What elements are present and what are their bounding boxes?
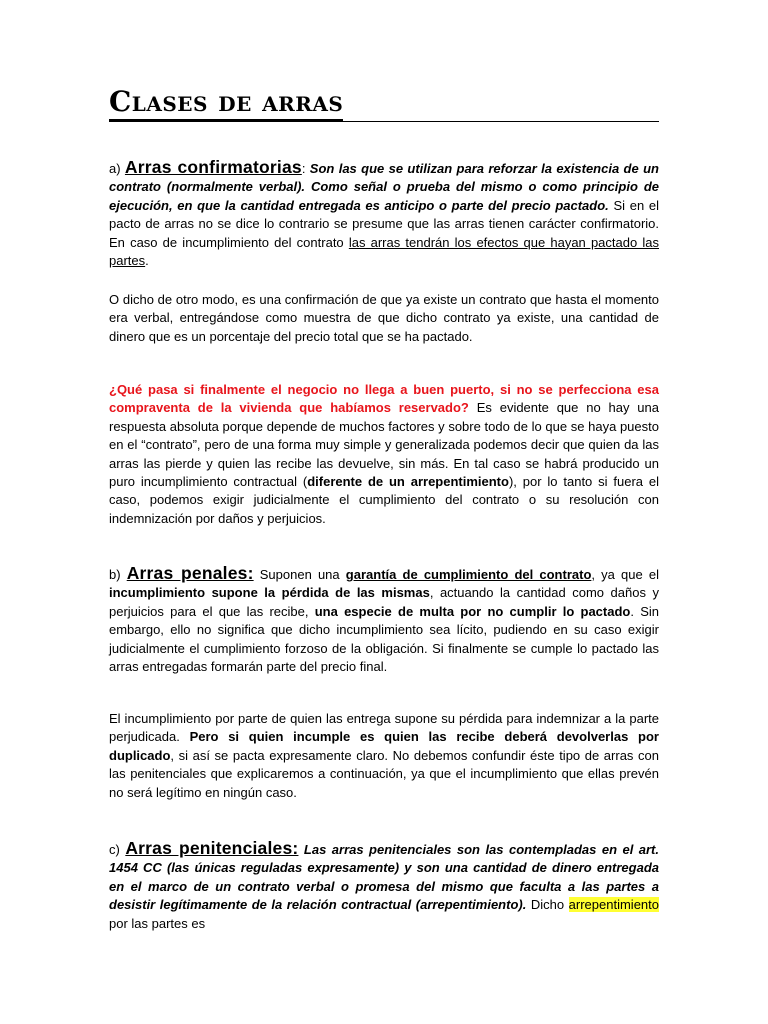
section-a-colon: : [301,161,306,176]
incumplimiento-text-2: , si así se pacta expresamente claro. No debemos confundir éste tipo de arras con las penitenciales que explicaremos a continuación, ya que el incumplimiento que ellas prevén no será legítimo en ningún caso. [109,747,659,800]
question-answer-bold: diferente de un arrepentimiento [307,474,509,490]
section-c-definition: Las arras penitenciales son las contempladas en el art. 1454 CC (las únicas reguladas expresamente) y son una cantidad de dinero entregada en el marco de un contrato verbal o promesa del mismo que faculta a las partes a desistir legítimamente de la relación contractual (arrepentimiento). [109,842,659,913]
section-a-end: . [145,253,149,269]
section-b-bold-1: incumplimiento supone la pérdida de las mismas [109,585,430,601]
question-answer-1: Es evidente que no hay una respuesta absoluta porque depende de muchos factores y sobre todo de lo que se haya puesto en el “contrato”, pero de una forma muy simple y generalizada podemos decir que quien da las arras las pierde y quien las recibe las devuelve, sin más. En tal caso se habrá producido un puro incumplimiento contractual ( [109,400,659,490]
section-a-heading: Arras confirmatorias [124,157,302,177]
section-a-paragraph [109,158,659,270]
page-title-text: Clases de arras [109,85,343,121]
section-c-heading: Arras penitenciales: [125,838,299,858]
section-b-letter: b) [109,567,121,582]
section-c-text-1: Dicho [530,897,565,913]
section-c-highlight: arrepentimiento [568,897,659,913]
section-b-bold-2: una especie de multa por no cumplir lo pactado [314,603,631,619]
section-b-text-4: . Sin embargo, ello no significa que dicho incumplimiento sea lícito, pudiendo en su caso exigir judicialmente el cumplimiento forzoso de la obligación. Si finalmente se cumple lo pactado las arras entregadas formarán parte del precio final. [109,603,659,675]
incumplimiento-bold: Pero si quien incumple es quien las recibe deberá devolverlas por duplicado [109,729,659,763]
para-otro-modo: O dicho de otro modo, es una confirmación de que ya existe un contrato que hasta el momento era verbal, entregándose como muestra de que dicho contrato ya existe, una cantidad de dinero que es un porcentaje del precio total que se ha pactado. [109,292,659,344]
question-text: ¿Qué pasa si finalmente el negocio no llega a buen puerto, si no se perfecciona esa compraventa de la vivienda que habíamos reservado? [109,382,659,416]
page-title [109,84,343,120]
section-b-bold-underlined: garantía de cumplimiento del contrato [345,567,592,582]
section-b-text-3: , actuando la cantidad como daños y perjuicios para el que las recibe, [109,585,659,619]
section-a-text: Si en el pacto de arras no se dice lo contrario se presume que las arras tienen carácter confirmatorio. En caso de incumplimiento del contrato [109,197,659,250]
section-a-definition: Son las que se utilizan para reforzar la existencia de un contrato (normalmente verbal). Como señal o prueba del mismo o como principio de ejecución, en que la cantidad entregada es anticipo o parte del precio pactado. [109,161,659,213]
section-a-letter: a) [109,161,121,176]
section-c-paragraph [109,839,659,933]
question-answer-2: ), por lo tanto si fuera el caso, podemos exigir judicialmente el cumplimiento del contrato o su resolución con indemnización por daños y perjuicios. [109,474,659,526]
title-rule [109,121,659,122]
section-a-underlined: las arras tendrán los efectos que hayan pactado las partes [109,234,659,269]
section-b-heading: Arras penales: [126,563,254,583]
para-question [109,381,659,528]
section-b-paragraph [109,564,659,676]
section-b-text-1: Suponen una [259,567,340,582]
section-c-letter: c) [109,842,120,857]
incumplimiento-text-1: El incumplimiento por parte de quien las entrega supone su pérdida para indemnizar a la parte perjudicada. [109,711,659,745]
para-incumplimiento [109,710,659,802]
section-b-text-2: , ya que el [591,567,659,582]
section-c-text-2: por las partes es [109,915,206,931]
